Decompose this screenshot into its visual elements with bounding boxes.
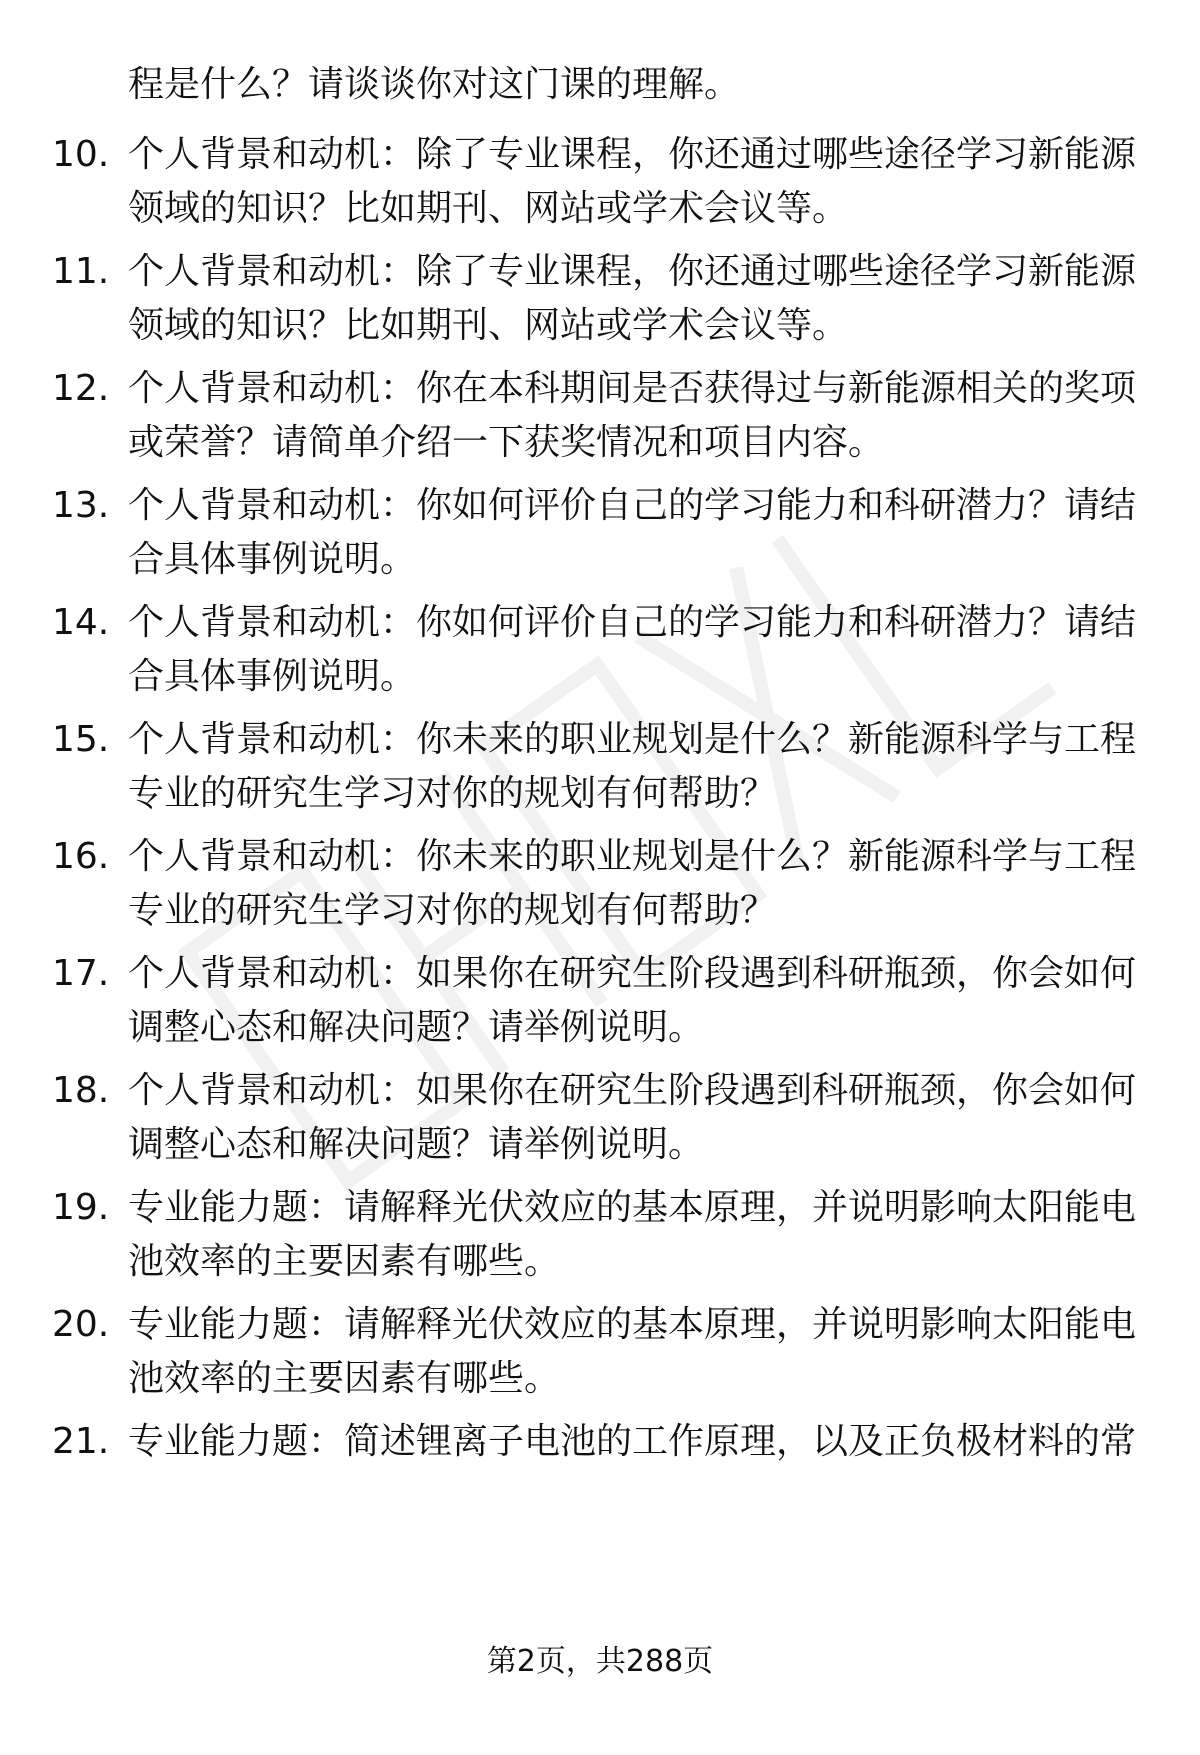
item-text-line-1: 个人背景和动机：如果你在研究生阶段遇到科研瓶颈，你会如何 [128, 1070, 1137, 1111]
item-text-line-2: 池效率的主要因素有哪些。 [128, 1358, 561, 1399]
item-number: 16. [52, 836, 110, 877]
item-text-line-1: 个人背景和动机：你未来的职业规划是什么？新能源科学与工程 [128, 719, 1137, 760]
item-text-line-1: 个人背景和动机：你如何评价自己的学习能力和科研潜力？请结 [128, 485, 1137, 526]
item-text-line-1: 个人背景和动机：如果你在研究生阶段遇到科研瓶颈，你会如何 [128, 953, 1137, 994]
item-text-line-1: 个人背景和动机：你未来的职业规划是什么？新能源科学与工程 [128, 836, 1137, 877]
item-number: 17. [52, 953, 110, 994]
item-number: 19. [52, 1187, 110, 1228]
item-number: 18. [52, 1070, 110, 1111]
item-text-line-2: 专业的研究生学习对你的规划有何帮助？ [128, 890, 777, 931]
item-text-line-1: 个人背景和动机：你在本科期间是否获得过与新能源相关的奖项 [128, 368, 1137, 409]
item-text-line-1: 专业能力题：请解释光伏效应的基本原理，并说明影响太阳能电 [128, 1187, 1137, 1228]
page-number-footer: 第2页，共288页 [486, 1644, 714, 1679]
item-text-line-2: 合具体事例说明。 [128, 656, 417, 697]
item-number: 14. [52, 602, 110, 643]
item-text-line-2: 专业的研究生学习对你的规划有何帮助？ [128, 773, 777, 814]
item-text-line-1: 个人背景和动机：除了专业课程，你还通过哪些途径学习新能源 [128, 251, 1137, 292]
item-text-line-2: 领域的知识？比如期刊、网站或学术会议等。 [128, 305, 849, 346]
item-text-line-2: 领域的知识？比如期刊、网站或学术会议等。 [128, 188, 849, 229]
continuation-text: 程是什么？请谈谈你对这门课的理解。 [128, 64, 741, 105]
item-number: 15. [52, 719, 110, 760]
item-text-line-1: 专业能力题：请解释光伏效应的基本原理，并说明影响太阳能电 [128, 1304, 1137, 1345]
item-number: 12. [52, 368, 110, 409]
item-text-line-1: 个人背景和动机：除了专业课程，你还通过哪些途径学习新能源 [128, 134, 1137, 175]
item-text-line-2: 池效率的主要因素有哪些。 [128, 1241, 561, 1282]
item-number: 11. [52, 251, 110, 292]
item-text-line-2: 调整心态和解决问题？请举例说明。 [128, 1007, 705, 1048]
item-number: 10. [52, 134, 110, 175]
item-text-line-2: 合具体事例说明。 [128, 539, 417, 580]
item-number: 13. [52, 485, 110, 526]
item-text-line-1: 专业能力题：简述锂离子电池的工作原理，以及正负极材料的常 [128, 1421, 1137, 1462]
item-text-line-1: 个人背景和动机：你如何评价自己的学习能力和科研潜力？请结 [128, 602, 1137, 643]
item-text-line-2: 或荣誉？请简单介绍一下获奖情况和项目内容。 [128, 422, 885, 463]
item-text-line-2: 调整心态和解决问题？请举例说明。 [128, 1124, 705, 1165]
item-number: 21. [52, 1421, 110, 1462]
item-number: 20. [52, 1304, 110, 1345]
